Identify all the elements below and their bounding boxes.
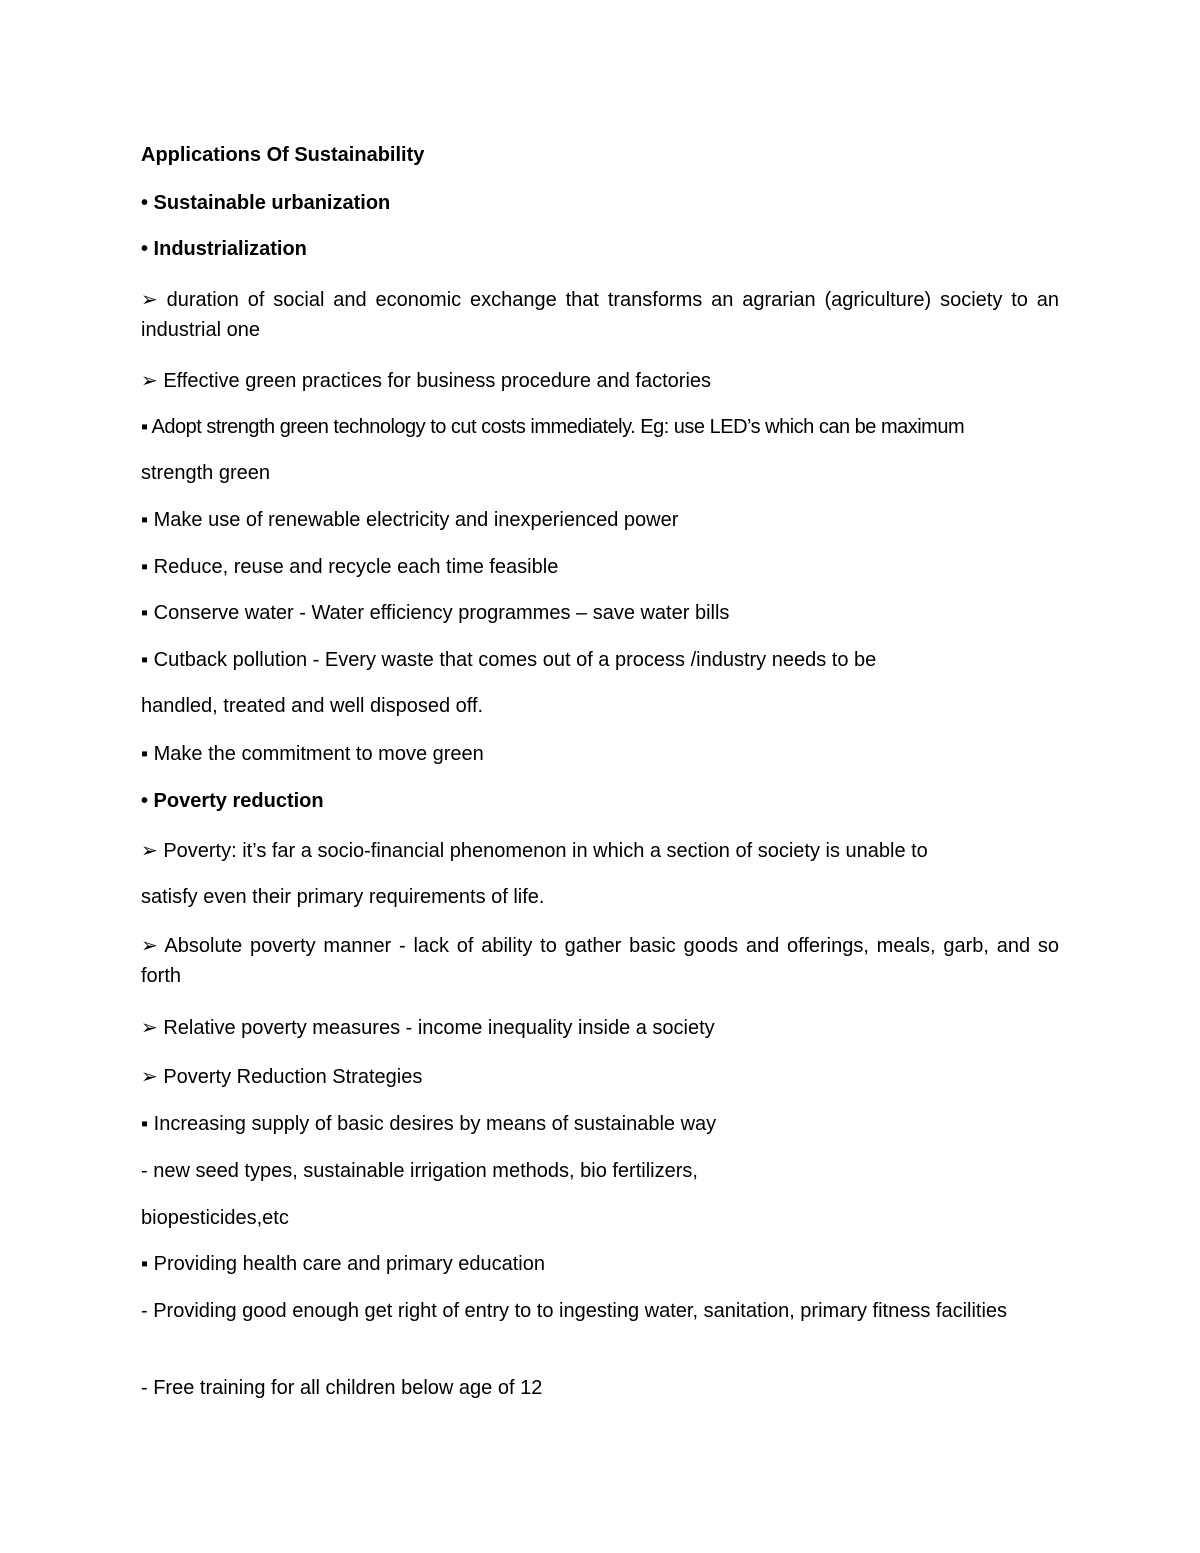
bullet-sustainable-urbanization: • Sustainable urbanization	[141, 192, 391, 214]
continuation-line: satisfy even their primary requirements of life.	[141, 886, 545, 908]
square-item-adopt-green-technology: ▪ Adopt strength green technology to cut costs immediately. Eg: use LED’s which can be maximum	[141, 416, 965, 438]
dash-item-water-sanitation: - Providing good enough get right of entry to to ingesting water, sanitation, primary fitness facilities	[141, 1300, 1008, 1322]
dash-item-seed-types: - new seed types, sustainable irrigation methods, bio fertilizers,	[141, 1160, 698, 1182]
square-item-commitment-green: ▪ Make the commitment to move green	[141, 743, 484, 765]
arrow-item-green-practices: ➢ Effective green practices for business procedure and factories	[141, 370, 712, 392]
square-item-health-care-education: ▪ Providing health care and primary education	[141, 1253, 545, 1275]
continuation-line: biopesticides,etc	[141, 1207, 289, 1229]
bullet-poverty-reduction: • Poverty reduction	[141, 790, 324, 812]
square-item-basic-desires: ▪ Increasing supply of basic desires by means of sustainable way	[141, 1113, 717, 1135]
arrow-item-poverty-definition: ➢ Poverty: it’s far a socio-financial phenomenon in which a section of society is unable to	[141, 840, 928, 862]
dash-item-free-training: - Free training for all children below age of 12	[141, 1377, 543, 1399]
arrow-item-industrialization-definition: ➢ duration of social and economic exchange that transforms an agrarian (agriculture) society to an industrial one	[141, 289, 1059, 341]
continuation-line: handled, treated and well disposed off.	[141, 695, 484, 717]
square-item-reduce-reuse-recycle: ▪ Reduce, reuse and recycle each time feasible	[141, 556, 559, 578]
square-item-cutback-pollution: ▪ Cutback pollution - Every waste that comes out of a process /industry needs to be	[141, 649, 877, 671]
arrow-item-poverty-strategies: ➢ Poverty Reduction Strategies	[141, 1066, 423, 1088]
bullet-industrialization: • Industrialization	[141, 238, 307, 260]
document-title: Applications Of Sustainability	[141, 144, 425, 166]
arrow-item-relative-poverty: ➢ Relative poverty measures - income inequality inside a society	[141, 1017, 715, 1039]
square-item-renewable-electricity: ▪ Make use of renewable electricity and inexperienced power	[141, 509, 679, 531]
continuation-line: strength green	[141, 462, 270, 484]
arrow-item-absolute-poverty: ➢ Absolute poverty manner - lack of ability to gather basic goods and offerings, meals, garb, and so forth	[141, 935, 1059, 987]
square-item-conserve-water: ▪ Conserve water - Water efficiency programmes – save water bills	[141, 602, 730, 624]
